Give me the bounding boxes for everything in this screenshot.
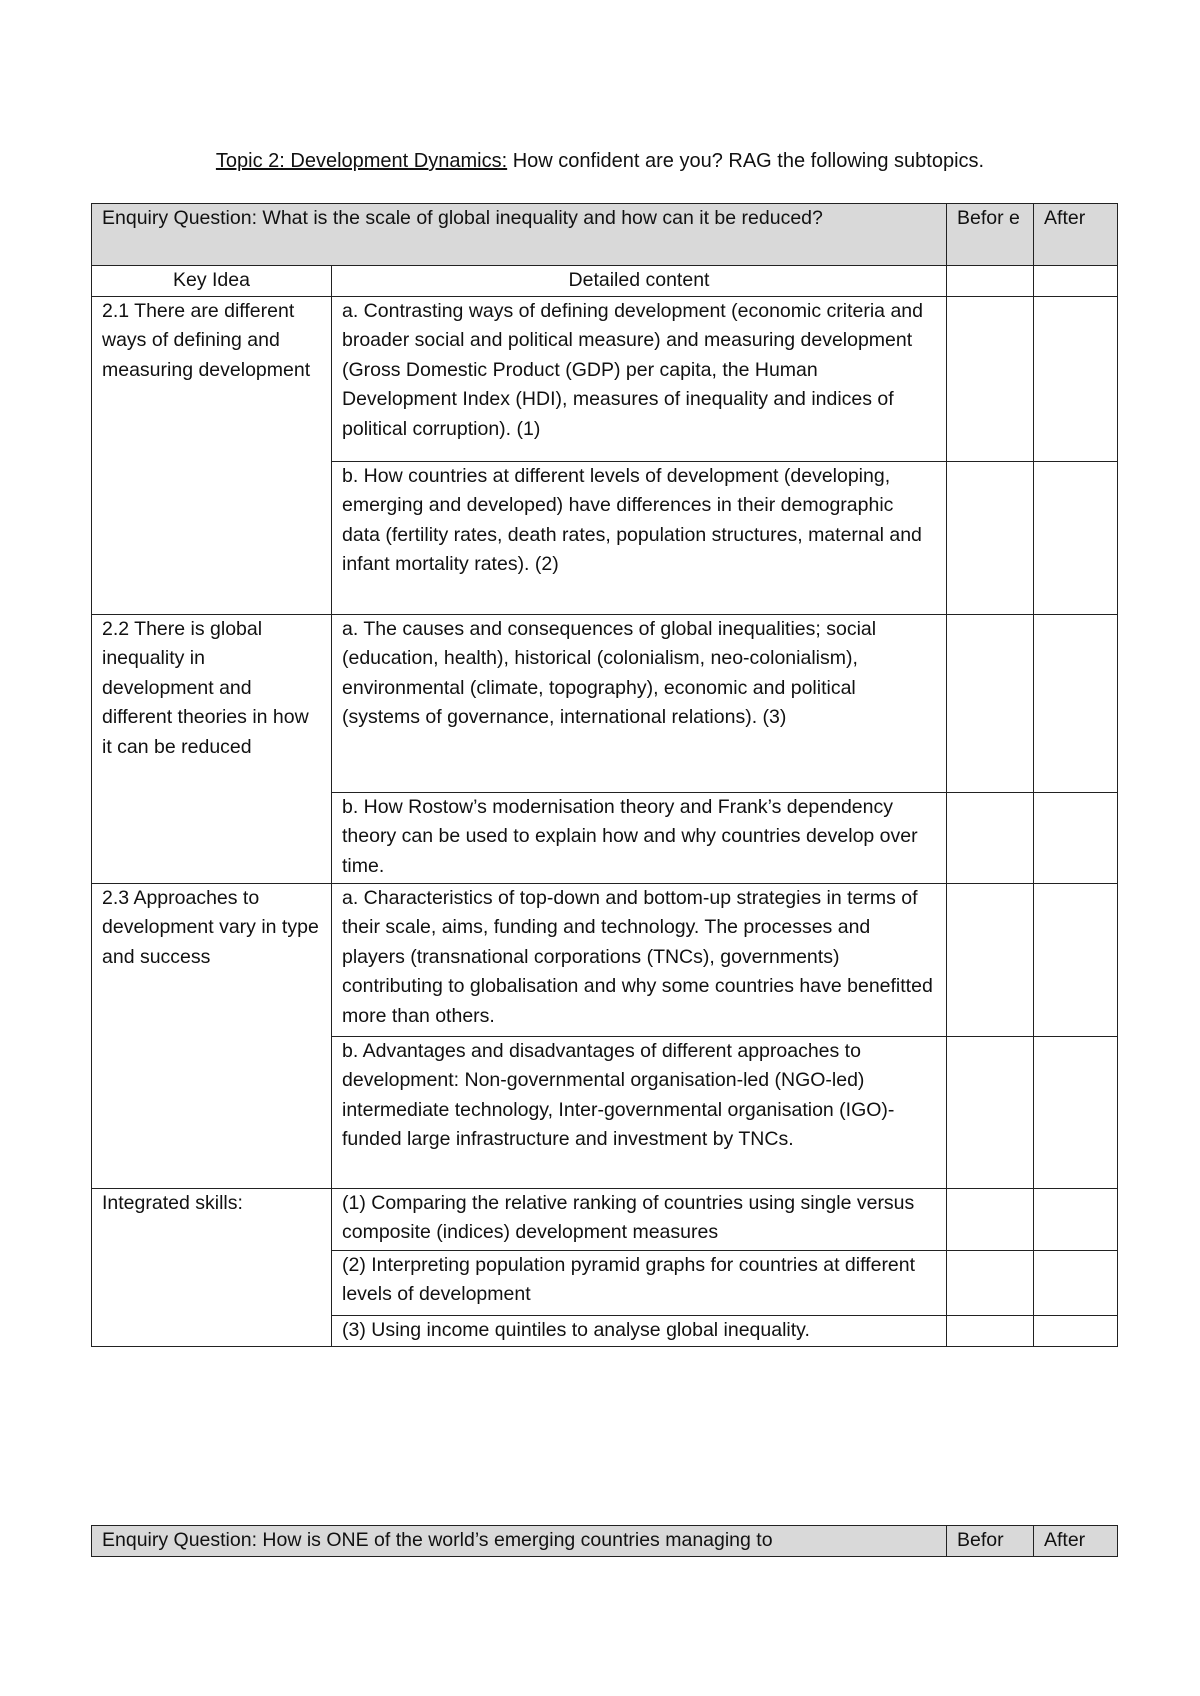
enquiry-header-row xyxy=(92,1526,1118,1557)
key-idea-header: Key Idea xyxy=(92,266,332,297)
table-row xyxy=(92,296,1118,461)
before-cell[interactable] xyxy=(947,792,1034,883)
before-cell[interactable] xyxy=(947,266,1034,297)
before-cell[interactable] xyxy=(947,1036,1034,1188)
table-row xyxy=(92,883,1118,1036)
before-cell[interactable] xyxy=(947,883,1034,1036)
before-cell[interactable] xyxy=(947,1315,1034,1346)
skill-1: (1) Comparing the relative ranking of countries using single versus composite (indices) development measures xyxy=(332,1188,947,1250)
content-2-1-b: b. How countries at different levels of development (developing, emerging and developed) have differences in their demographic data (fertility rates, death rates, population structures, maternal and infant mortality rates). (2) xyxy=(332,461,947,614)
content-2-2-a: a. The causes and consequences of global inequalities; social (education, health), historical (colonialism, neo-colonialism), environmental (climate, topography), economic and political (systems of governance, international relations). (3) xyxy=(332,614,947,792)
after-cell[interactable] xyxy=(1034,1250,1118,1315)
rag-table-next-topic xyxy=(91,1525,1118,1557)
after-cell[interactable] xyxy=(1034,614,1118,792)
content-2-2-b: b. How Rostow’s modernisation theory and Frank’s dependency theory can be used to explain how and why countries develop over time. xyxy=(332,792,947,883)
after-cell[interactable] xyxy=(1034,792,1118,883)
before-cell[interactable] xyxy=(947,1250,1034,1315)
key-idea-2-2: 2.2 There is global inequality in development and different theories in how it can be reduced xyxy=(92,614,332,883)
skill-3: (3) Using income quintiles to analyse global inequality. xyxy=(332,1315,947,1346)
integrated-skills-label: Integrated skills: xyxy=(92,1188,332,1346)
before-cell[interactable] xyxy=(947,461,1034,614)
before-cell[interactable] xyxy=(947,1188,1034,1250)
skill-2: (2) Interpreting population pyramid graphs for countries at different levels of development xyxy=(332,1250,947,1315)
after-cell[interactable] xyxy=(1034,1315,1118,1346)
after-column-header: After xyxy=(1034,1526,1118,1557)
content-2-1-a: a. Contrasting ways of defining development (economic criteria and broader social and political measure) and measuring development (Gross Domestic Product (GDP) per capita, the Human Development Index (HDI), measures of inequality and indices of political corruption). (1) xyxy=(332,296,947,461)
after-cell[interactable] xyxy=(1034,461,1118,614)
after-cell[interactable] xyxy=(1034,883,1118,1036)
key-idea-2-1: 2.1 There are different ways of defining and measuring development xyxy=(92,296,332,614)
after-cell[interactable] xyxy=(1034,1036,1118,1188)
enquiry-question: Enquiry Question: What is the scale of global inequality and how can it be reduced? xyxy=(92,204,947,266)
enquiry-question: Enquiry Question: How is ONE of the world’s emerging countries managing to xyxy=(92,1526,947,1557)
enquiry-header-row xyxy=(92,204,1118,266)
table-row xyxy=(92,1188,1118,1250)
before-cell[interactable] xyxy=(947,614,1034,792)
table-row xyxy=(92,614,1118,792)
rag-table-topic-2 xyxy=(91,203,1118,1347)
after-cell[interactable] xyxy=(1034,296,1118,461)
column-header-row xyxy=(92,266,1118,297)
after-cell[interactable] xyxy=(1034,266,1118,297)
topic-heading: Topic 2: Development Dynamics: xyxy=(215,150,508,172)
after-cell[interactable] xyxy=(1034,1188,1118,1250)
page-title xyxy=(0,148,1200,174)
before-column-header: Befor xyxy=(947,1526,1034,1557)
content-2-3-a: a. Characteristics of top-down and bottom-up strategies in terms of their scale, aims, funding and technology. The processes and players (transnational corporations (TNCs), governments) contributing to globalisation and why some countries have benefitted more than others. xyxy=(332,883,947,1036)
before-column-header: Befor e xyxy=(947,204,1034,266)
after-column-header: After xyxy=(1034,204,1118,266)
content-2-3-b: b. Advantages and disadvantages of different approaches to development: Non-governmental organisation-led (NGO-led) intermediate technology, Inter-governmental organisation (IGO)-funded large infrastructure and investment by TNCs. xyxy=(332,1036,947,1188)
before-cell[interactable] xyxy=(947,296,1034,461)
key-idea-2-3: 2.3 Approaches to development vary in type and success xyxy=(92,883,332,1188)
topic-instruction: How confident are you? RAG the following subtopics. xyxy=(507,150,985,172)
detailed-content-header: Detailed content xyxy=(332,266,947,297)
